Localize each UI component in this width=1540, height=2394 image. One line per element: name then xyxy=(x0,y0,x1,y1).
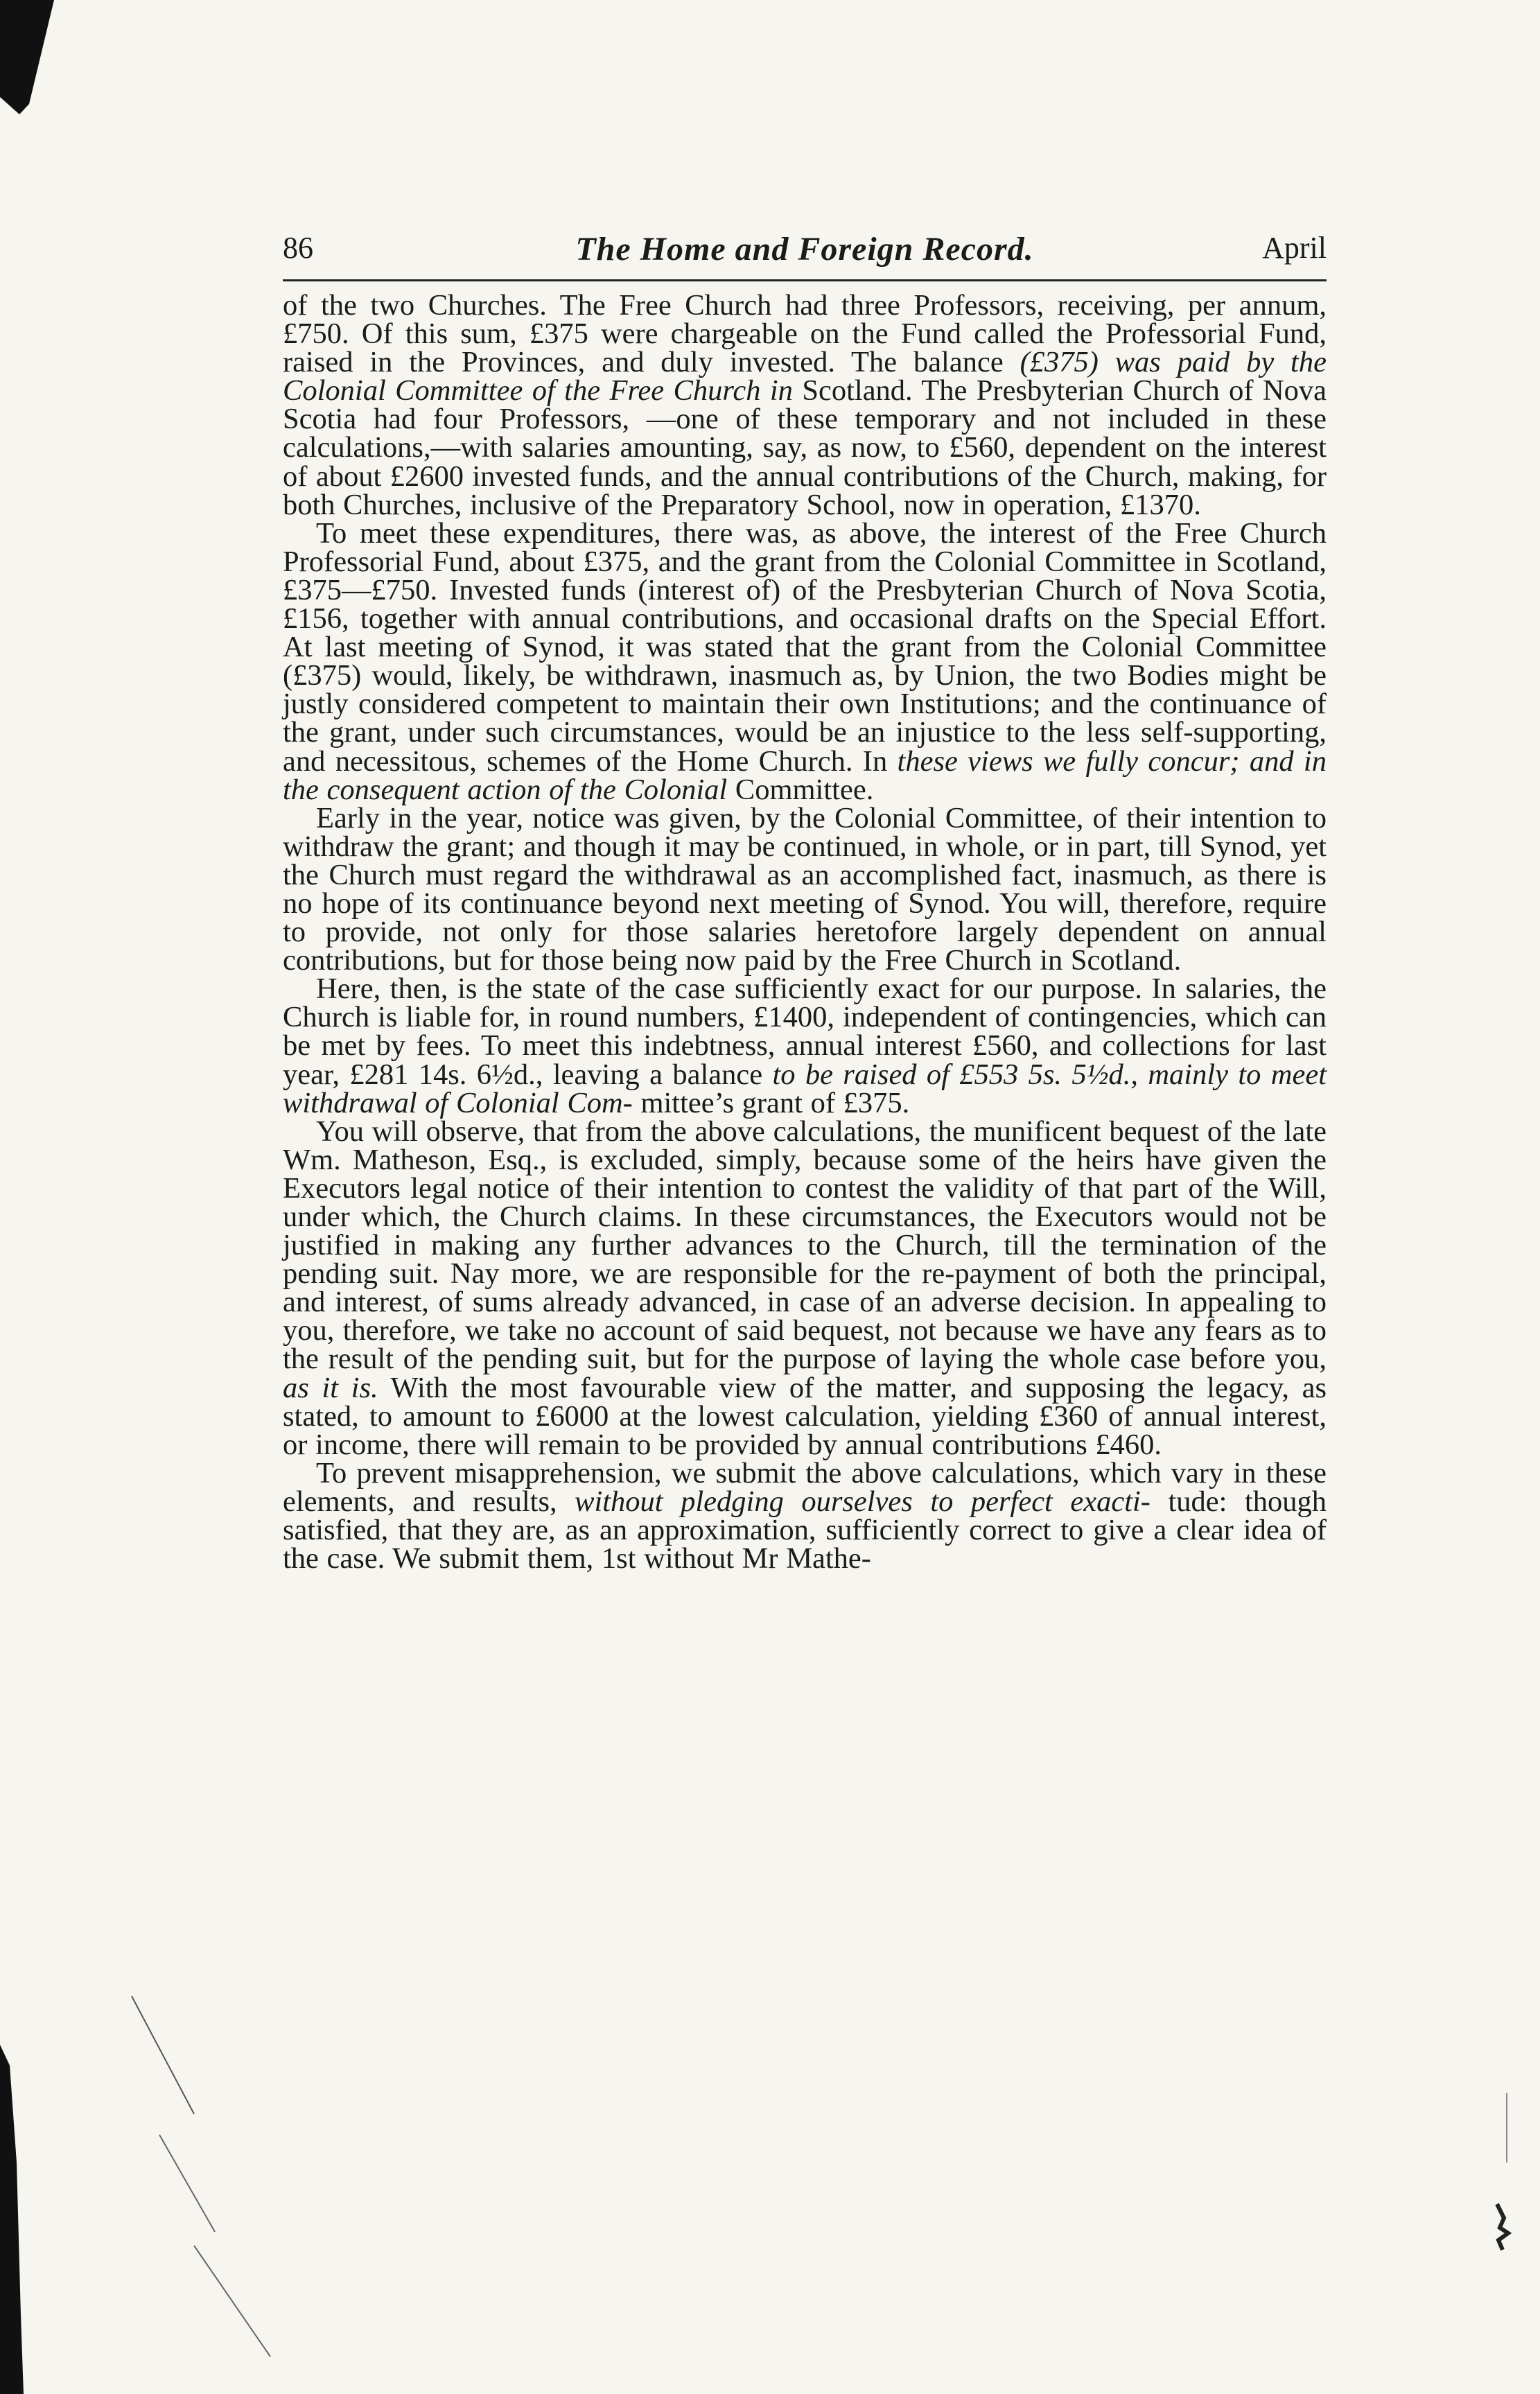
paragraph xyxy=(283,291,1327,519)
text-run: Here, then, is the state of the case sufficiently exact for our purpose. In salaries, the Church is liable for, in round numbers, £1400, independent of contingencies, which can be met by fees. To meet this indebtness, annual interest £560, and collections for last year, £281 14s. 6½d., leaving a balance xyxy=(283,972,1327,1091)
page-header xyxy=(283,230,1327,279)
text-run: With the most favourable view of the matter, and supposing the legacy, as stated, to amount to £6000 at the lowest calculation, yielding £360 of annual interest, or income, there will remain to be provided by annual contributions £460. xyxy=(283,1371,1327,1461)
paragraph xyxy=(283,972,1327,1119)
text-run: To meet these expenditures, there was, as above, the interest of the Free Church Professorial Fund, about £375, and the grant from the Colonial Committee in Scotland, £375—£750. Invested funds (interest of) of the Presbyterian Church of Nova Scotia, £156, together with annual contributions, and occasional drafts on the Special Effort. At last meeting of Synod, it was stated that the grant from the Colonial Committee (£375) would, likely, be withdrawn, inasmuch as, by Union, the two Bodies might be justly considered competent to maintain their own Institutions; and the continuance of the grant, under such circumstances, would be an injustice to the less self-supporting, and necessitous, schemes of the Home Church. In xyxy=(283,516,1327,778)
text-run: of the two Churches. The Free Church had three Professors, receiving, per annum, £750. Of this sum, £375 were chargeable on the Fund called the Professorial Fund, raised in the Provinces, and duly invested. The balance xyxy=(283,289,1327,379)
italic-text: (£375) was paid by the Colonial Committee of the Free Church in xyxy=(283,346,1327,408)
italic-text: without pledging ourselves to perfect exacti- xyxy=(575,1485,1150,1518)
text-run: tude: though satisfied, that they are, as an approximation, sufficiently correct to give a clear idea of the case. We submit them, 1st without Mr Mathe- xyxy=(283,1485,1327,1575)
text-run: To prevent misapprehension, we submit the above calculations, which vary in these elements, and results, xyxy=(283,1456,1327,1518)
paragraph xyxy=(283,1456,1327,1575)
article-body xyxy=(283,291,1327,1573)
italic-text: to be raised of £553 5s. 5½d., mainly to meet withdrawal of Colonial Com- xyxy=(283,1058,1327,1119)
italic-text: as it is. xyxy=(283,1371,378,1404)
right-edge-speck xyxy=(1483,2079,1525,2253)
header-rule xyxy=(283,279,1327,281)
page-number: 86 xyxy=(283,231,313,265)
issue-month: April xyxy=(1262,231,1327,265)
edge-scan-mark xyxy=(0,2024,28,2394)
text-run: Early in the year, notice was given, by the Colonial Committee, of their intention to withdraw the grant; and though it may be continued, in whole, or in part, till Synod, yet the Church must regard the withdrawal as an accomplished fact, inasmuch, as there is no hope of its continuance beyond next meeting of Synod. You will, therefore, require to provide, not only for those salaries heretofore largely dependent on annual contributions, but for those being now paid by the Free Church in Scotland. xyxy=(283,801,1327,977)
italic-text: these views we fully concur; and in the consequent action of the Colonial xyxy=(283,744,1327,806)
text-run: mittee’s grant of £375. xyxy=(632,1086,910,1119)
paragraph xyxy=(283,516,1327,806)
corner-scan-mark xyxy=(0,0,83,139)
margin-scratch-lines xyxy=(111,1982,291,2370)
text-run: Scotland. The Presbyterian Church of Nova Scotia had four Professors, —one of these temporary and not included in these calculations,—with salaries amounting, say, as now, to £560, dependent on the interest of about £2600 invested funds, and the annual contributions of the Church, making, for both Churches, inclusive of the Preparatory School, now in operation, £1370. xyxy=(283,374,1327,521)
paragraph xyxy=(283,1117,1327,1459)
text-run: You will observe, that from the above calculations, the munificent bequest of the late Wm. Matheson, Esq., is excluded, simply, because some of the heirs have given the Executors legal notice of their intention to contest the validity of that part of the Will, under which, the Church claims. In these circumstances, the Executors would not be justified in making any further advances to the Church, till the termination of the pending suit. Nay more, we are responsible for the re-payment of both the principal, and interest, of sums already advanced, in case of an adverse decision. In appealing to you, therefore, we take no account of said bequest, not because we have any fears as to the result of the pending suit, but for the purpose of laying the whole case before you, xyxy=(283,1115,1327,1376)
paragraph xyxy=(283,801,1327,977)
text-run: Committee. xyxy=(727,773,874,806)
running-title: The Home and Foreign Record. xyxy=(575,231,1034,268)
